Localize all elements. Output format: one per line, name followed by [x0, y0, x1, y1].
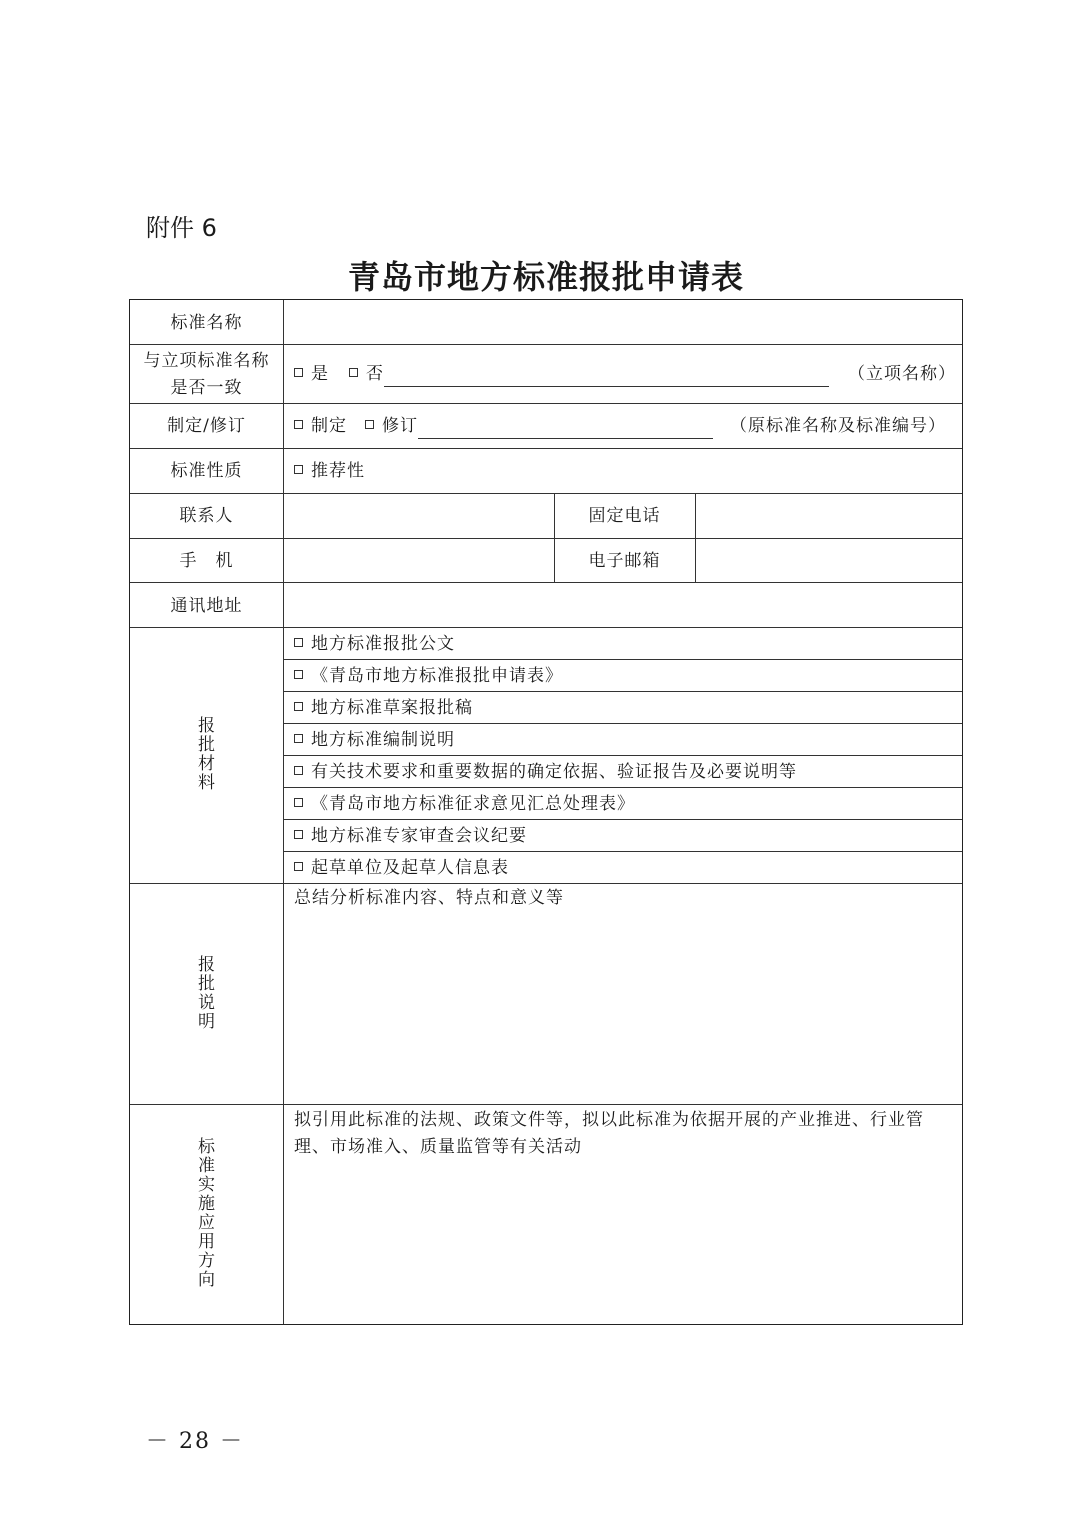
explanation-field[interactable] — [284, 884, 962, 1104]
material-item: 地方标准编制说明 — [294, 732, 455, 749]
material-item: 《青岛市地方标准征求意见汇总处理表》 — [294, 796, 635, 813]
row-divider — [130, 403, 962, 404]
item-divider — [283, 659, 962, 660]
original-standard-hint: （原标准名称及标准编号） — [730, 416, 946, 436]
row-divider — [130, 448, 962, 449]
material-item: 有关技术要求和重要数据的确定依据、验证报告及必要说明等 — [294, 764, 797, 781]
page-number: － 28 － — [146, 1429, 244, 1454]
material-item: 《青岛市地方标准报批申请表》 — [294, 668, 563, 685]
mobile-field[interactable] — [284, 539, 554, 582]
explanation-label: 报 批 说 明 — [198, 955, 215, 1032]
application-hint-line2: 理、市场准入、质量监管等有关活动 — [294, 1137, 582, 1157]
email-label: 电子邮箱 — [588, 551, 661, 571]
make-revise-options — [294, 418, 713, 439]
item-divider — [283, 691, 962, 692]
std-name-label: 标准名称 — [170, 313, 243, 333]
consistency-label-line1: 与立项标准名称 — [143, 351, 270, 371]
checkbox-material[interactable] — [294, 734, 303, 743]
checkbox-yes[interactable] — [294, 368, 303, 377]
material-item: 地方标准报批公文 — [294, 636, 455, 653]
application-direction-field[interactable] — [284, 1105, 962, 1324]
checkbox-material[interactable] — [294, 766, 303, 775]
checkbox-revise[interactable] — [365, 420, 374, 429]
phone-label: 固定电话 — [588, 506, 661, 526]
attachment-label: 附件 6 — [146, 214, 217, 242]
application-hint-line1: 拟引用此标准的法规、政策文件等，拟以此标准为依据开展的产业推进、行业管 — [294, 1110, 924, 1130]
option-yes-label: 是 — [311, 364, 329, 384]
material-item: 地方标准专家审查会议纪要 — [294, 828, 527, 845]
option-no-label: 否 — [366, 364, 384, 384]
application-form-table — [129, 299, 963, 1325]
contact-label: 联系人 — [179, 506, 234, 526]
item-divider — [283, 723, 962, 724]
item-divider — [283, 851, 962, 852]
nature-option — [294, 463, 365, 480]
checkbox-no[interactable] — [349, 368, 358, 377]
checkbox-recommended[interactable] — [294, 465, 303, 474]
checkbox-material[interactable] — [294, 862, 303, 871]
checkbox-material[interactable] — [294, 638, 303, 647]
std-name-field[interactable] — [284, 300, 962, 344]
project-name-hint: （立项名称） — [848, 364, 956, 384]
item-divider — [283, 755, 962, 756]
make-revise-label: 制定/修订 — [167, 416, 246, 436]
original-standard-blank[interactable] — [418, 421, 713, 439]
row-divider — [130, 344, 962, 345]
nature-label: 标准性质 — [170, 461, 243, 481]
item-divider — [283, 787, 962, 788]
option-revise-label: 修订 — [382, 416, 418, 436]
phone-field[interactable] — [696, 494, 962, 538]
mobile-label: 手 机 — [179, 551, 234, 571]
checkbox-material[interactable] — [294, 798, 303, 807]
explanation-hint: 总结分析标准内容、特点和意义等 — [294, 888, 564, 908]
checkbox-material[interactable] — [294, 702, 303, 711]
contact-field[interactable] — [284, 494, 554, 538]
item-divider — [283, 819, 962, 820]
material-item: 地方标准草案报批稿 — [294, 700, 473, 717]
project-name-blank[interactable] — [384, 369, 829, 387]
application-direction-label: 标 准 实 施 应 用 方 向 — [198, 1137, 215, 1290]
checkbox-make[interactable] — [294, 420, 303, 429]
material-item: 起草单位及起草人信息表 — [294, 860, 509, 877]
row-divider — [130, 627, 962, 628]
form-title: 青岛市地方标准报批申请表 — [347, 258, 744, 296]
address-label: 通讯地址 — [170, 596, 243, 616]
address-field[interactable] — [284, 583, 962, 627]
checkbox-material[interactable] — [294, 670, 303, 679]
email-field[interactable] — [696, 539, 962, 582]
consistency-options — [294, 366, 829, 387]
materials-label: 报 批 材 料 — [198, 716, 215, 793]
option-recommended-label: 推荐性 — [311, 461, 365, 481]
consistency-label-line2: 是否一致 — [170, 378, 243, 398]
checkbox-material[interactable] — [294, 830, 303, 839]
option-make-label: 制定 — [311, 416, 347, 436]
